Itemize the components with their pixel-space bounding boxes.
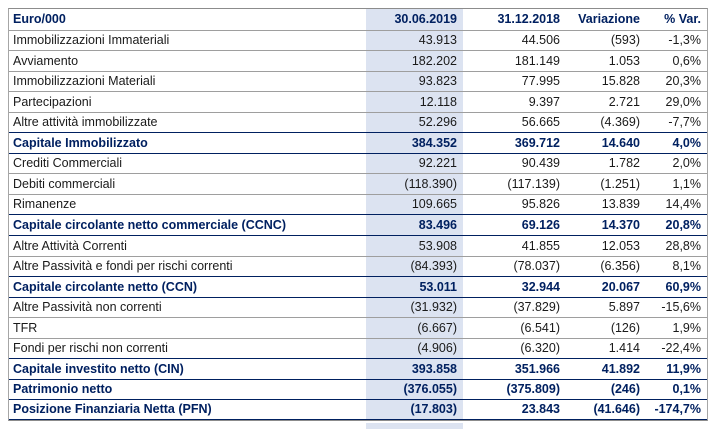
value-2019: (84.393) [366, 257, 463, 277]
value-variation: 41.892 [601, 361, 640, 376]
value-percent: 1,1% [672, 176, 701, 191]
row-label: Altre attività immobilizzate [13, 115, 158, 130]
row-label: Capitale investito netto (CIN) [13, 361, 184, 376]
table-row [9, 153, 707, 174]
row-label: Debiti commerciali [13, 176, 116, 191]
row-label: Immobilizzazioni Immateriali [13, 33, 170, 48]
value-percent: 14,4% [665, 197, 701, 212]
value-variation: (126) [610, 320, 640, 335]
value-2018: 90.439 [521, 156, 560, 171]
value-percent: -22,4% [661, 341, 701, 356]
table-row [9, 173, 707, 194]
value-percent: -15,6% [661, 300, 701, 315]
table-row [9, 91, 707, 112]
value-2018: 23.843 [521, 402, 560, 417]
value-2018: (37.829) [513, 300, 560, 315]
value-2018: 41.855 [521, 238, 560, 253]
value-variation: (246) [610, 382, 640, 397]
value-2018: 181.149 [514, 53, 560, 68]
value-2018: (78.037) [513, 259, 560, 274]
table-row [9, 256, 707, 277]
value-variation: 1.782 [608, 156, 640, 171]
value-variation: 20.067 [601, 279, 640, 294]
row-label: Rimanenze [13, 197, 77, 212]
value-percent: 11,9% [666, 361, 701, 376]
row-label: Avviamento [13, 53, 79, 68]
value-percent: 2,0% [672, 156, 701, 171]
value-2018: (375.809) [506, 382, 560, 397]
value-variation: 5.897 [608, 300, 640, 315]
table-rows [9, 30, 707, 420]
table-row [9, 338, 707, 359]
value-variation: 2.721 [608, 94, 640, 109]
value-2018: 56.665 [521, 115, 560, 130]
table-row [9, 399, 707, 420]
value-2018: (6.541) [520, 320, 560, 335]
value-2018: (6.320) [520, 341, 560, 356]
row-label: Altre Passività non correnti [13, 300, 162, 315]
row-label: Fondi per rischi non correnti [13, 341, 168, 356]
table-row [9, 50, 707, 71]
value-variation: 14.370 [601, 217, 640, 232]
row-label: Posizione Finanziaria Netta (PFN) [13, 402, 212, 417]
value-percent: 20,8% [665, 217, 701, 232]
table-row [9, 194, 707, 215]
value-2018: 32.944 [521, 279, 560, 294]
value-2019: (31.932) [366, 298, 463, 318]
value-2019: 52.296 [366, 113, 463, 133]
value-2019: (6.667) [366, 318, 463, 338]
value-variation: (4.369) [600, 115, 640, 130]
table-row [9, 30, 707, 51]
value-variation: 12.053 [601, 238, 640, 253]
col-header-30-06-2019: 30.06.2019 [366, 9, 463, 30]
value-2018: 369.712 [514, 135, 560, 150]
value-2018: 95.826 [521, 197, 560, 212]
value-2019: 83.496 [366, 215, 463, 235]
value-2018: (117.139) [507, 176, 560, 191]
value-percent: 60,9% [665, 279, 701, 294]
row-label: TFR [13, 320, 38, 335]
value-2018: 44.506 [521, 33, 560, 48]
value-2019: 109.665 [366, 195, 463, 215]
table-row [9, 235, 707, 256]
value-variation: 15.828 [601, 74, 640, 89]
value-2018: 77.995 [521, 74, 560, 89]
table-row [9, 71, 707, 92]
row-label: Capitale circolante netto (CCN) [13, 279, 198, 294]
table-row [9, 132, 707, 153]
row-label: Altre Passività e fondi per rischi correnti [13, 259, 233, 274]
row-label: Capitale Immobilizzato [13, 135, 148, 150]
col-header-percent-var: % Var. [664, 12, 701, 27]
row-label: Capitale circolante netto commerciale (CCNC) [13, 217, 286, 232]
table-row [9, 379, 707, 400]
row-label: Patrimonio netto [13, 382, 113, 397]
value-2019: (17.803) [366, 400, 463, 419]
col-header-variazione: Variazione [578, 12, 640, 27]
value-variation: (6.356) [600, 259, 640, 274]
value-variation: 1.414 [608, 341, 640, 356]
value-2019: 93.823 [366, 72, 463, 92]
table-header-row [9, 9, 707, 30]
row-label: Partecipazioni [13, 94, 92, 109]
value-2019: 384.352 [366, 133, 463, 153]
value-variation: (41.646) [593, 402, 640, 417]
table-row [9, 297, 707, 318]
value-percent: 0,1% [672, 382, 701, 397]
value-2019: 43.913 [366, 31, 463, 51]
value-percent: 1,9% [672, 320, 701, 335]
highlight-column-stub [366, 423, 463, 429]
value-2018: 351.966 [514, 361, 560, 376]
col-header-31-12-2018: 31.12.2018 [497, 12, 560, 27]
value-2019: 53.011 [366, 277, 463, 297]
value-variation: 1.053 [608, 53, 640, 68]
table-row [9, 214, 707, 235]
value-percent: 28,8% [665, 238, 701, 253]
table-row [9, 276, 707, 297]
value-2019: 12.118 [366, 92, 463, 112]
value-percent: -7,7% [668, 115, 701, 130]
value-2019: (118.390) [366, 174, 463, 194]
value-variation: (593) [610, 33, 640, 48]
value-2018: 9.397 [528, 94, 560, 109]
value-2019: 182.202 [366, 51, 463, 71]
col-header-euro-000: Euro/000 [13, 12, 66, 27]
value-2019: 53.908 [366, 236, 463, 256]
value-percent: -174,7% [654, 402, 701, 417]
table-row [9, 317, 707, 338]
value-percent: 20,3% [665, 74, 701, 89]
value-2018: 69.126 [521, 217, 560, 232]
row-label: Altre Attività Correnti [13, 238, 127, 253]
value-2019: (4.906) [366, 339, 463, 359]
value-variation: 13.839 [601, 197, 640, 212]
value-percent: -1,3% [668, 33, 701, 48]
row-label: Immobilizzazioni Materiali [13, 74, 156, 89]
value-percent: 0,6% [672, 53, 701, 68]
row-label: Crediti Commerciali [13, 156, 123, 171]
value-variation: 14.640 [601, 135, 640, 150]
table-row [9, 358, 707, 379]
value-percent: 4,0% [672, 135, 701, 150]
table-row [9, 112, 707, 133]
financial-table [8, 8, 708, 421]
value-variation: (1.251) [600, 176, 640, 191]
value-percent: 29,0% [665, 94, 701, 109]
value-2019: (376.055) [366, 380, 463, 400]
value-2019: 393.858 [366, 359, 463, 379]
value-percent: 8,1% [672, 259, 701, 274]
value-2019: 92.221 [366, 154, 463, 174]
